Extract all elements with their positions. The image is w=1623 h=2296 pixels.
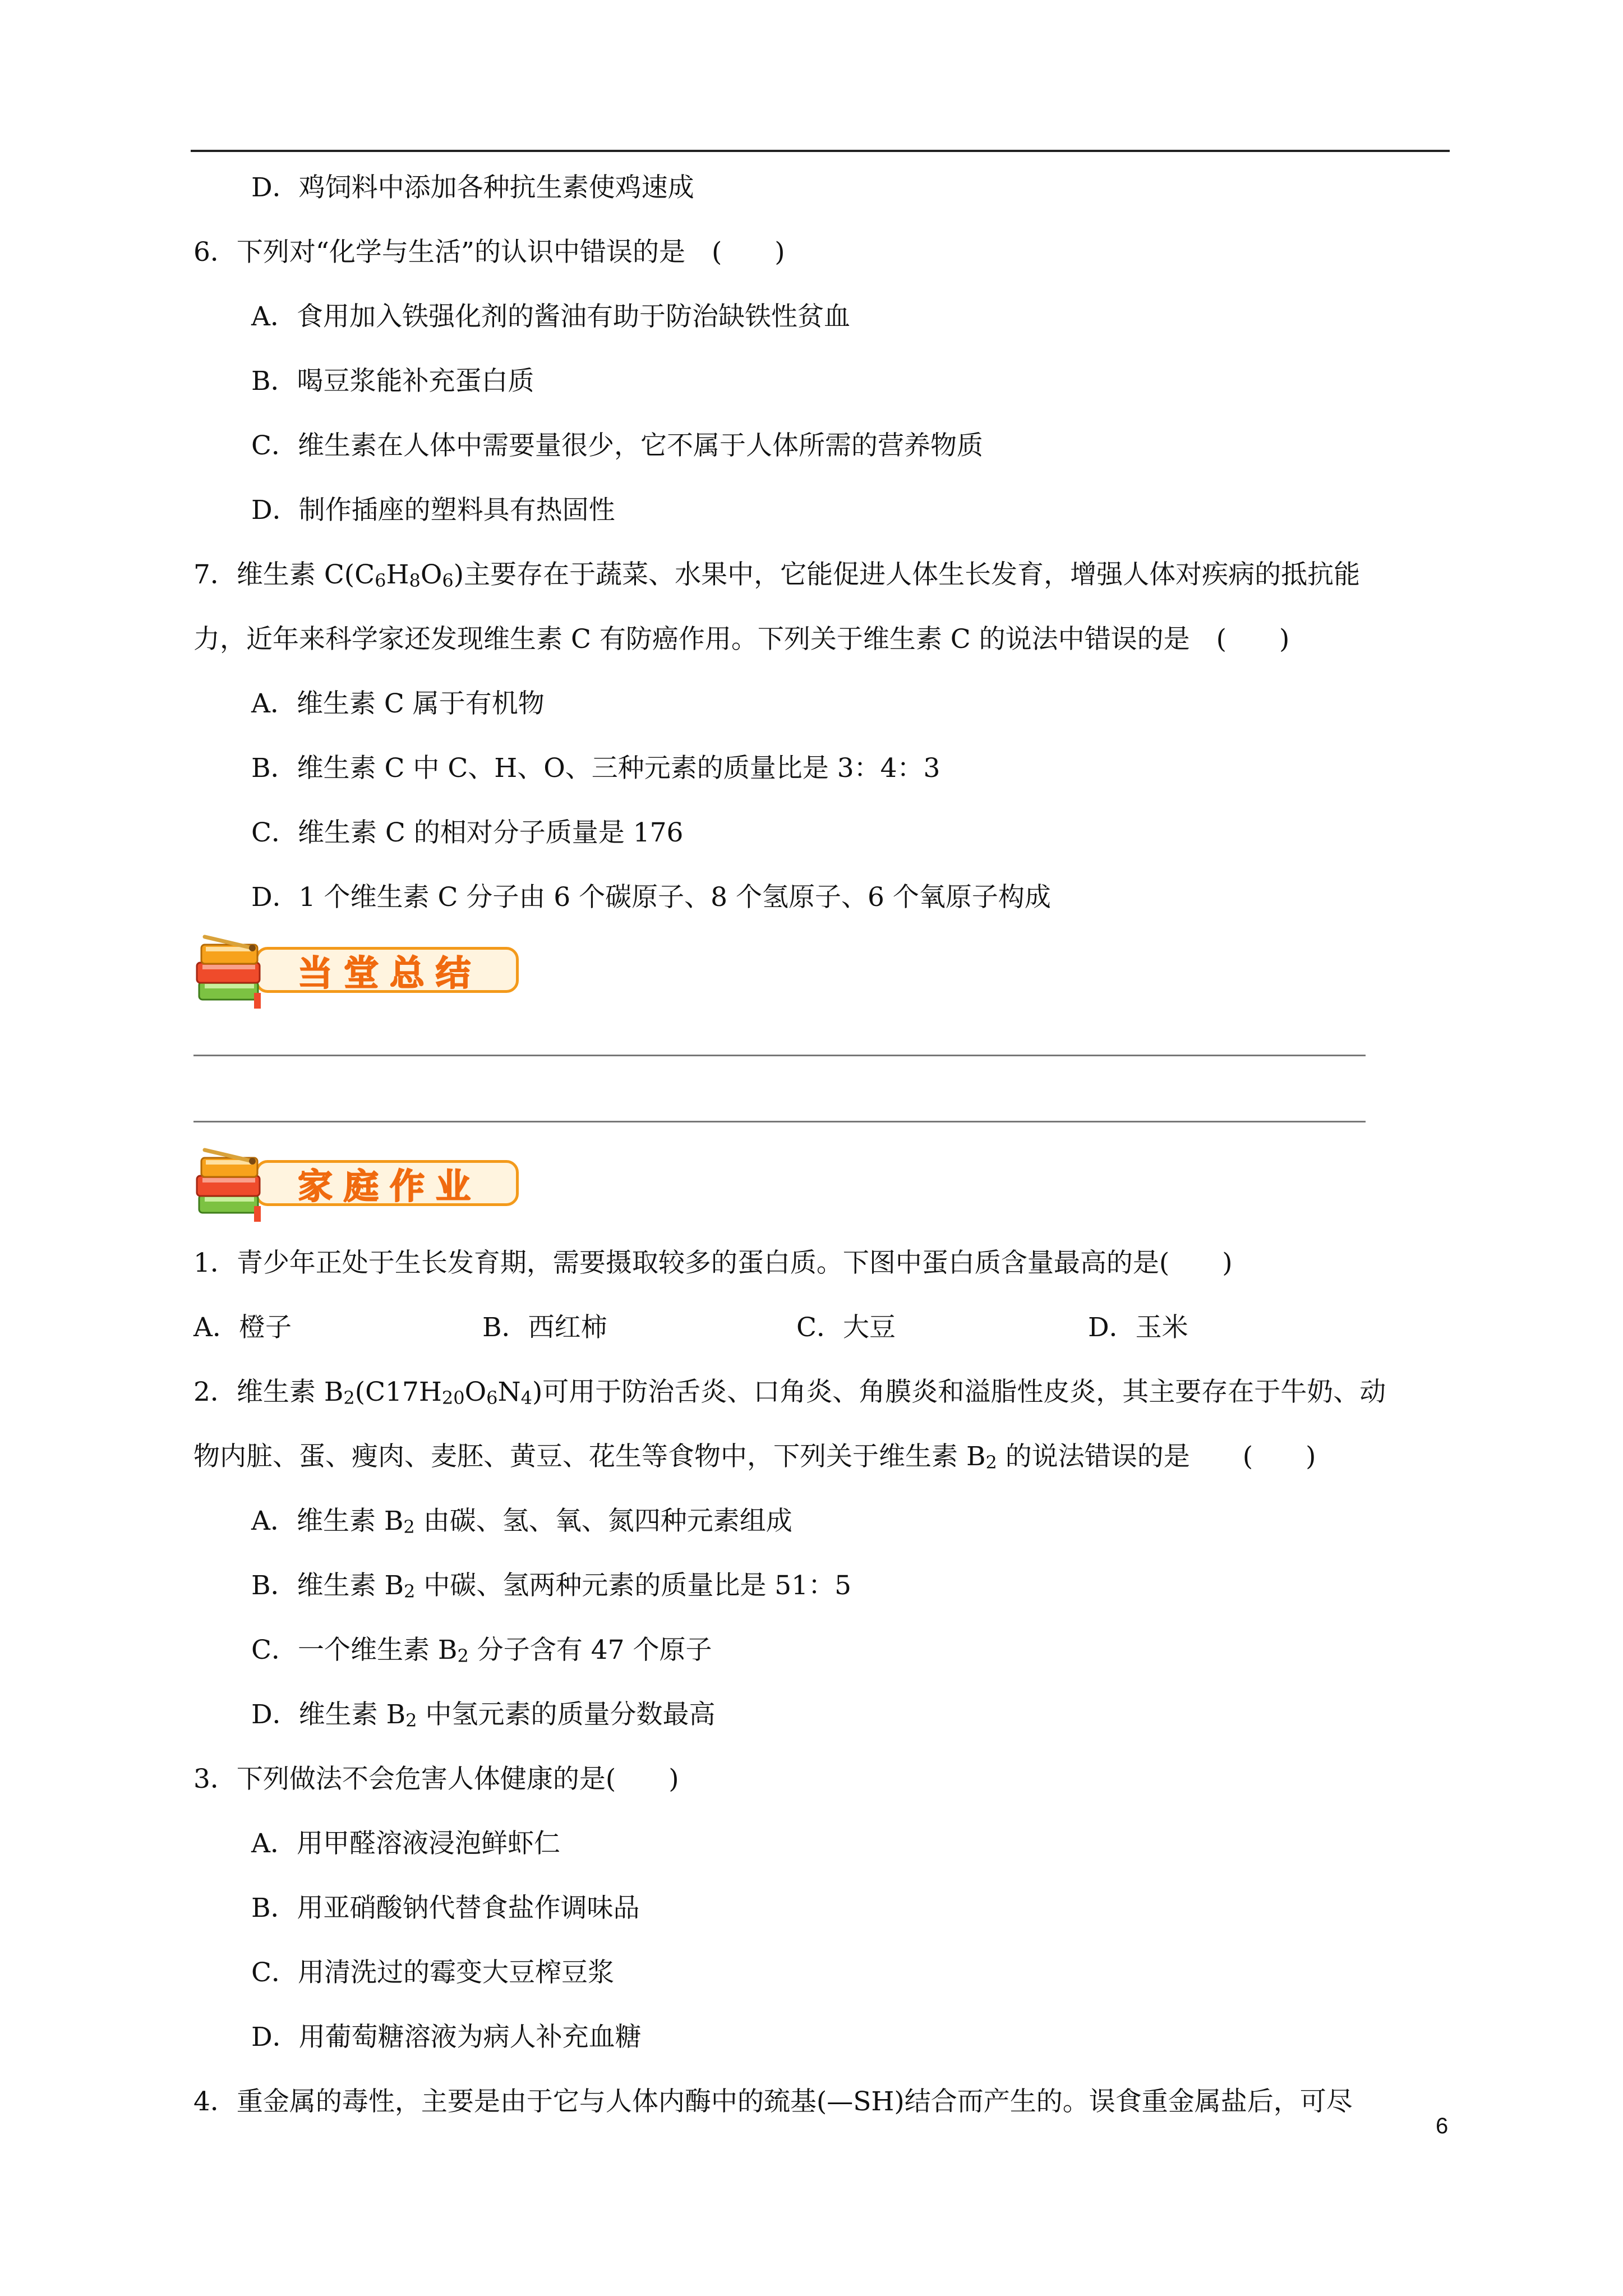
hw2-option-b: B．维生素 $B_2$ 中碳、氢两种元素的质量比是 51：5: [251, 1570, 851, 1602]
hw3-stem: 3．下列做法不会危害人体健康的是( ): [193, 1764, 679, 1795]
q7-stem-line1: 7．维生素 $C(C_6H_8O_6)$主要存在于蔬菜、水果中，它能促进人体生长发育，增强人体对疾病的抵抗能: [193, 559, 1361, 591]
homework-title: 家庭作业: [297, 1165, 482, 1207]
summary-blank-line-2: [193, 1121, 1366, 1122]
q6-stem: 6．下列对“化学与生活”的认识中错误的是 ( ): [193, 237, 785, 268]
header-rule: [191, 150, 1450, 152]
q6-option-c: C．维生素在人体中需要量很少，它不属于人体所需的营养物质: [251, 430, 983, 461]
summary-banner: [193, 926, 530, 1010]
q7-stem-line2: 力，近年来科学家还发现维生素 C 有防癌作用。下列关于维生素 C 的说法中错误的是 ( ): [193, 624, 1290, 655]
hw3-option-d: D．用葡萄糖溶液为病人补充血糖: [251, 2022, 642, 2053]
hw3-option-c: C．用清洗过的霉变大豆榨豆浆: [251, 1957, 614, 1988]
page-number: 6: [1436, 2114, 1449, 2138]
hw2-stem-line2: 物内脏、蛋、瘦肉、麦胚、黄豆、花生等食物中，下列关于维生素 $B_2$ 的说法错误的是 ( ): [193, 1441, 1316, 1473]
hw2-stem-line1: 2．维生素 $B_2(C17H_{20}O_6N_4)$可用于防治舌炎、口角炎、角膜炎和溢脂性皮炎，其主要存在于牛奶、动: [193, 1377, 1386, 1409]
summary-blank-line-1: [193, 1055, 1366, 1056]
q6-option-d: D．制作插座的塑料具有热固性: [251, 495, 615, 526]
q7-option-c: C．维生素 C 的相对分子质量是 176: [251, 817, 684, 848]
q6-option-a: A．食用加入铁强化剂的酱油有助于防治缺铁性贫血: [251, 301, 850, 332]
hw2-option-d: D．维生素 $B_2$ 中氢元素的质量分数最高: [251, 1699, 716, 1731]
q7-option-a: A．维生素 C 属于有机物: [251, 688, 545, 719]
summary-title: 当堂总结: [297, 952, 482, 993]
hw2-option-a: A．维生素 $B_2$ 由碳、氢、氧、氮四种元素组成: [251, 1506, 792, 1538]
q5-option-d: D．鸡饲料中添加各种抗生素使鸡速成: [251, 172, 694, 203]
hw3-option-b: B．用亚硝酸钠代替食盐作调味品: [251, 1893, 640, 1924]
hw1-stem: 1．青少年正处于生长发育期，需要摄取较多的蛋白质。下图中蛋白质含量最高的是( ): [193, 1248, 1233, 1278]
hw4-stem: 4．重金属的毒性，主要是由于它与人体内酶中的巯基(—SH)结合而产生的。误食重金属盐后，可尽: [193, 2086, 1353, 2117]
q7-option-d: D．1 个维生素 C 分子由 6 个碳原子、8 个氢原子、6 个氧原子构成: [251, 882, 1051, 913]
hw1-option-d: D．玉米: [1088, 1312, 1188, 1343]
homework-banner: [193, 1139, 530, 1223]
hw3-option-a: A．用甲醛溶液浸泡鲜虾仁: [251, 1828, 560, 1859]
hw1-option-a: A．橙子: [193, 1312, 292, 1343]
hw1-option-c: C．大豆: [796, 1312, 896, 1343]
hw2-option-c: C．一个维生素 $B_2$ 分子含有 47 个原子: [251, 1635, 712, 1667]
books-icon: [193, 926, 272, 1010]
q6-option-b: B．喝豆浆能补充蛋白质: [251, 366, 534, 397]
q7-option-b: B．维生素 C 中 C、H、O、三种元素的质量比是 3：4：3: [251, 753, 940, 784]
books-icon: [193, 1139, 272, 1223]
hw1-option-b: B．西红柿: [482, 1312, 607, 1343]
